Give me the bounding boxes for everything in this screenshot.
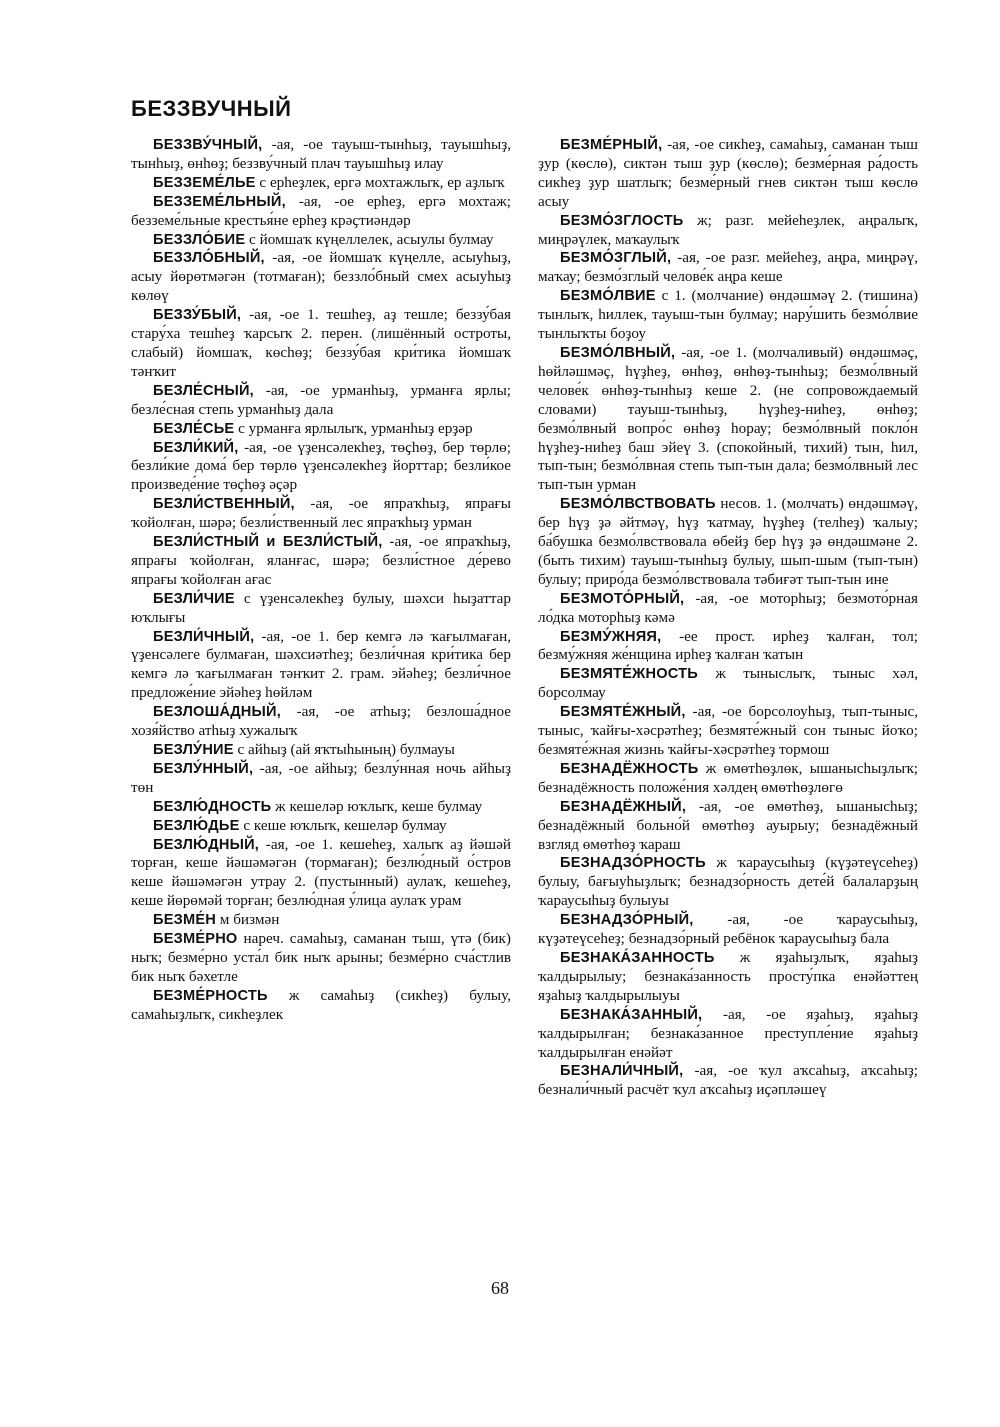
entry-headword: БЕЗМЯТЕ́ЖНЫЙ,	[560, 704, 686, 721]
dictionary-entry	[538, 949, 918, 1006]
entry-headword: БЕЗМО́ЛВСТВОВАТЬ	[560, 496, 716, 513]
entry-definition: -ая, -ое 1. кешеһеҙ, халыҡ аҙ йәшәй торған, кеше йәшәмәгән (тормаған); безлю́дный о́стров кеше йәшәмәгән утрау 2. (пустынный) аулаҡ, кешеһеҙ, кеше йөрөмәй торған; безлю́дная у́лица аулаҡ урам	[131, 835, 511, 910]
dictionary-entry	[131, 439, 511, 496]
entry-headword: БЕЗЛИ́ЧНЫЙ,	[153, 628, 255, 645]
entry-definition: с айһыҙ (ай яҡтыһының) булмауы	[233, 741, 455, 758]
entry-definition: с 1. (молчание) өндәшмәү 2. (тишина) тынлыҡ, һиллек, тауыш-тын булмау; нару́шить безмо́лвие тынлыҡты боҙоу	[538, 287, 918, 343]
dictionary-entry	[131, 306, 511, 382]
entry-definition: -ая, -ое ҡул аҡсаһыҙ, аҡсаһыҙ; безнали́чный расчёт ҡул аҡсаһыҙ иҫәпләшеү	[538, 1062, 918, 1099]
entry-definition: -ая, -ое 1. (молчаливый) өндәшмәҫ, һөйләшмәҫ, һүҙһеҙ, өнһөҙ, өнһөҙ-тынһыҙ; безмо́лвный челове́к өнһөҙ-тынһыҙ кеше 2. (не сопровождаемый словами) тауыш-тынһыҙ, һүҙһеҙ-ниһеҙ, өнһөҙ; безмо́лвный вопро́с өнһөҙ һорау; безмо́лвный покло́н һүҙһеҙ-ниһеҙ баш эйеү 3. (спокойный, тихий) тын, һил, тып-тын; безмо́лвная степь тып-тын дала; безмо́лвный лес тып-тын урман	[538, 343, 918, 494]
dictionary-entry	[538, 136, 918, 212]
right-column	[538, 136, 918, 1100]
dictionary-entry	[131, 930, 511, 987]
entry-headword: БЕЗЛИ́СТНЫЙ и БЕЗЛИ́СТЫЙ,	[153, 534, 383, 551]
dictionary-entry	[538, 287, 918, 344]
entry-headword: БЕЗЛЕ́СНЫЙ,	[153, 382, 254, 399]
entry-definition: -ая, -ое 1. бер кемгә лә ҡағылмаған, үҙенсәлеге булмаған, шәхсиәтһеҙ; безли́чная кри́тика бер кемгә лә ҡағылмаған тәнҡит 2. грам. эйәһеҙ; безли́чное предложе́ние эйәһеҙ һөйләм	[131, 627, 511, 702]
dictionary-entry	[131, 174, 511, 193]
entry-definition: ж кешеләр юҡлыҡ, кеше булмау	[271, 797, 483, 815]
dictionary-entry	[131, 382, 511, 420]
entry-headword: БЕЗМО́ЗГЛЫЙ,	[560, 250, 672, 267]
entry-definition: -ая, -ое ҡараусыһыҙ, күҙәтеүсеһеҙ; безнадзо́рный ребёнок ҡараусыһыҙ бала	[538, 911, 918, 948]
entry-headword: БЕЗМО́ЗГЛОСТЬ	[560, 212, 684, 229]
entry-definition: с урманға ярлылыҡ, урманһыҙ ерҙәр	[234, 419, 473, 437]
dictionary-entry	[131, 495, 511, 533]
dictionary-entry	[131, 817, 511, 836]
entry-headword: БЕЗЛЮ́ДНЫЙ,	[153, 836, 260, 853]
entry-definition: нареч. самаһыҙ, саманан тыш, үтә (бик) ныҡ; безме́рно уста́л бик ныҡ арыны; безме́рно сча́стлив бик ныҡ бәхетле	[131, 930, 511, 985]
dictionary-entry	[131, 987, 511, 1025]
dictionary-entry	[131, 249, 511, 306]
entry-definition: -ая, -ое ерһеҙ, ергә мохтаж; безземе́льные крестья́не ерһеҙ крәҫтиәндәр	[131, 192, 511, 229]
dictionary-entry	[131, 590, 511, 628]
entry-definition: несов. 1. (молчать) өндәшмәү, бер һүҙ ҙә әйтмәү, һүҙ ҡатмау, һүҙһеҙ (телһеҙ) ҡалыу; ба́бушка безмо́лвствовала өбейҙ бер һүҙ ҙә өндәшмәне 2. (быть тихим) тауыш-тынһыҙ булыу, шып-шым (тып-тын) булыу; приро́да безмо́лвствовала тәбиғәт тып-тын ине	[538, 495, 918, 588]
entry-headword: БЕЗНАКА́ЗАННЫЙ,	[560, 1006, 703, 1023]
entry-headword: БЕЗМО́ЛВНЫЙ,	[560, 344, 676, 361]
entry-headword: БЕЗМЕ́РНЫЙ,	[560, 137, 663, 153]
entry-headword: БЕЗМОТО́РНЫЙ,	[560, 590, 685, 607]
dictionary-entry	[131, 798, 511, 817]
entry-definition: -ая, -ое сикһеҙ, самаһыҙ, саманан тыш ҙур (көслө), сиктән тыш ҙур (көслө); безме́рная ра́дость сикһеҙ ҙур шатлыҡ; безме́рный гнев сиктән тыш көслө асыу	[538, 136, 918, 210]
entry-headword: БЕЗЛОША́ДНЫЙ,	[153, 704, 281, 721]
entry-headword: БЕЗМУ́ЖНЯЯ,	[560, 628, 662, 645]
entry-definition: -ая, -ое япраҡһыҙ, япрағы ҡойолған, яланғас, шәрә; безли́стное де́рево япрағы ҡойолған ағас	[131, 533, 511, 588]
dictionary-entry	[538, 212, 918, 250]
dictionary-entry	[131, 741, 511, 760]
dictionary-entry	[538, 798, 918, 855]
dictionary-entry	[538, 665, 918, 703]
entry-definition: -ая, -ое тауыш-тынһыҙ, тауышһыҙ, тынһыҙ, өнһөҙ; беззву́чный плач тауышһыҙ илау	[131, 136, 511, 172]
dictionary-entry	[538, 911, 918, 949]
dictionary-entry	[131, 911, 511, 930]
entry-headword: БЕЗМЕ́РНОСТЬ	[153, 987, 268, 1004]
entry-definition: -ая, -ое үҙенсәлекһеҙ, төҫһөҙ, бер төрлө; безли́кие дома́ бер төрлө үҙенсәлекһеҙ йорттар; безли́кое произведе́ние төҫһөҙ әҫәр	[131, 438, 511, 494]
entry-definition: с ерһеҙлек, ергә мохтажлыҡ, ер аҙлыҡ	[255, 173, 505, 191]
dictionary-entry	[538, 1006, 918, 1063]
dictionary-entry	[131, 193, 511, 231]
entry-headword: БЕЗНАДЁЖНОСТЬ	[560, 760, 699, 777]
dictionary-entry	[131, 231, 511, 250]
entry-headword: БЕЗЗУ́БЫЙ,	[153, 307, 242, 324]
entry-definition: -ая, -ое йомшаҡ күңелле, асыуһыҙ, асыу йөрөтмәгән (тотмаған); беззло́бный смех асыуһыҙ көлөү	[131, 249, 511, 305]
entry-definition: с йомшаҡ күңеллелек, асыулы булмау	[245, 230, 494, 248]
entry-headword: БЕЗНАДЗО́РНЫЙ,	[560, 912, 694, 929]
dictionary-entry	[131, 628, 511, 704]
dictionary-entry	[131, 420, 511, 439]
entry-headword: БЕЗЛУ́ННЫЙ,	[153, 760, 254, 777]
entry-headword: БЕЗНАЛИ́ЧНЫЙ,	[560, 1063, 684, 1080]
dictionary-entry	[538, 495, 918, 590]
page-number: 68	[491, 1278, 509, 1298]
dictionary-entry	[538, 1062, 918, 1100]
entry-headword: БЕЗЛЕ́СЬЕ	[153, 420, 235, 437]
entry-headword: БЕЗМЕ́Н	[153, 912, 216, 929]
entry-headword: БЕЗЛЮ́ДЬЕ	[153, 817, 240, 834]
dictionary-entry	[131, 136, 511, 174]
entry-definition: -ее прост. ирһеҙ ҡалған, тол; безму́жняя же́нщина ирһеҙ ҡалған ҡатын	[538, 627, 918, 664]
entry-definition: ж самаһыҙ (сикһеҙ) булыу, самаһыҙлыҡ, сикһеҙлек	[131, 986, 511, 1023]
dictionary-entry	[131, 703, 511, 741]
dictionary-entry	[538, 760, 918, 798]
entry-definition: с үҙенсәлекһеҙ булыу, шәхси һыҙаттар юҡлығы	[131, 589, 511, 626]
entry-headword: БЕЗНАКА́ЗАННОСТЬ	[560, 949, 715, 966]
dictionary-entry	[131, 533, 511, 590]
entry-definition: ж; разг. мейеһеҙлек, аңралыҡ, миңрәүлек, маҡаулыҡ	[538, 211, 918, 248]
entry-definition: -ая, -ое яҙаһыҙ, яҙаһыҙ ҡалдырылған; безнака́занное преступле́ние яҙаһыҙ ҡалдырылған енәйәт	[538, 1005, 918, 1061]
entry-definition: -ая, -ое борсолоуһыҙ, тып-тыныс, тыныс, ҡайғы-хәсрәтһеҙ; безмяте́жный сон тыныс йоҡо; безмяте́жная жизнь ҡайғы-хәсрәтһеҙ тормош	[538, 703, 918, 758]
entry-definition: -ая, -ое атһыҙ; безлоша́дное хозя́йство атһыҙ хужалыҡ	[131, 703, 511, 740]
entry-headword: БЕЗЗЛО́БНЫЙ,	[153, 250, 265, 267]
entry-headword: БЕЗЛУ́НИЕ	[153, 742, 234, 758]
entry-definition: ж ҡараусыһыҙ (күҙәтеүсеһеҙ) булыу, бағыуһыҙлыҡ; безнадзо́рность дете́й балаларҙың ҡараусыһыҙ булыуы	[538, 854, 918, 910]
dictionary-entry	[538, 590, 918, 628]
entry-definition: -ая, -ое разг. мейеһеҙ, аңра, миңрәү, маҡау; безмо́зглый челове́к аңра кеше	[538, 249, 918, 286]
running-head: БЕЗЗВУЧНЫЙ	[131, 96, 292, 121]
entry-headword: БЕЗМЯТЕ́ЖНОСТЬ	[560, 666, 698, 683]
entry-definition: ж өмөтһөҙлөк, ышанысһыҙлыҡ; безнадёжность положе́ния хәлдең өмөтһөҙлөгө	[538, 759, 918, 796]
entry-headword: БЕЗМЕ́РНО	[153, 931, 238, 948]
entry-headword: БЕЗЗЕМЕ́ЛЬНЫЙ,	[153, 193, 286, 210]
entry-definition: -ая, -ое урманһыҙ, урманға ярлы; безле́сная степь урманһыҙ дала	[131, 381, 511, 418]
entry-headword: БЕЗЗВУ́ЧНЫЙ,	[153, 137, 263, 153]
entry-headword: БЕЗНАДЁЖНЫЙ,	[560, 798, 687, 815]
entry-headword: БЕЗМО́ЛВИЕ	[560, 288, 656, 305]
dictionary-entry	[538, 344, 918, 495]
entry-headword: БЕЗЛИ́СТВЕННЫЙ,	[153, 496, 295, 513]
entry-definition: ж тыныслыҡ, тыныс хәл, борсолмау	[538, 665, 918, 702]
left-column	[131, 136, 511, 1025]
entry-definition: -ая, -ое айһыҙ; безлу́нная ночь айһыҙ төн	[131, 759, 511, 796]
dictionary-entry	[131, 760, 511, 798]
dictionary-entry	[538, 628, 918, 666]
entry-headword: БЕЗЛИ́ЧИЕ	[153, 590, 235, 607]
entry-definition: с кеше юҡлыҡ, кешеләр булмау	[239, 816, 447, 834]
entry-definition: -ая, -ое өмөтһөҙ, ышанысһыҙ; безнадёжный больно́й өмөтһөҙ ауырыу; безнадёжный взгляд өмөтһөҙ ҡараш	[538, 797, 918, 853]
entry-definition: -ая, -ое япраҡһыҙ, япрағы ҡойолған, шәрә; безли́ственный лес япраҡһыҙ урман	[131, 495, 511, 532]
dictionary-entry	[131, 836, 511, 912]
entry-definition: -ая, -ое моторһыҙ; безмото́рная ло́дка моторһыҙ кәмә	[538, 589, 918, 626]
entry-definition: ж яҙаһыҙлыҡ, яҙаһыҙ ҡалдырылыу; безнака́занность просту́пка енәйәттең яҙаһыҙ ҡалдырылыуы	[538, 948, 918, 1004]
dictionary-entry	[538, 854, 918, 911]
entry-headword: БЕЗНАДЗО́РНОСТЬ	[560, 855, 706, 872]
dictionary-entry	[538, 249, 918, 287]
dictionary-entry	[538, 703, 918, 760]
entry-headword: БЕЗЗЛО́БИЕ	[153, 231, 246, 248]
entry-definition: -ая, -ое 1. тешһеҙ, аҙ тешле; беззу́бая стару́ха тешһеҙ ҡарсыҡ 2. перен. (лишённый остроты, слабый) йомшаҡ, көсһөҙ; беззу́бая кри́тика йомшаҡ тәнҡит	[131, 306, 511, 380]
entry-headword: БЕЗЗЕМЕ́ЛЬЕ	[153, 174, 256, 191]
entry-definition: м бизмән	[216, 911, 280, 929]
entry-headword: БЕЗЛИ́КИЙ,	[153, 439, 239, 456]
entry-headword: БЕЗЛЮ́ДНОСТЬ	[153, 798, 272, 815]
